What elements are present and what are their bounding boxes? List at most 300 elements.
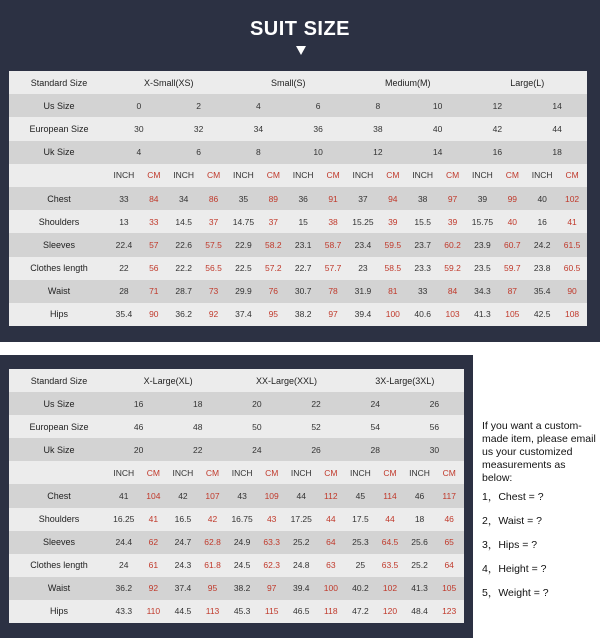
unit-label-cell: CM xyxy=(497,164,527,187)
size-column-header: Small(S) xyxy=(229,71,349,94)
unit-header-row xyxy=(9,461,464,484)
custom-note-item: 5，Weight = ? xyxy=(482,587,549,599)
measurement-row xyxy=(9,600,464,623)
size-value-cell: 16 xyxy=(468,141,528,164)
custom-note-item: 4，Height = ? xyxy=(482,563,547,575)
inch-value-cell: 13 xyxy=(109,210,139,233)
size-value-cell: 30 xyxy=(109,117,169,140)
inch-value-cell: 24.7 xyxy=(168,531,198,554)
cm-value-cell: 40 xyxy=(497,210,527,233)
cm-value-cell: 97 xyxy=(318,303,348,326)
size-value-cell: 6 xyxy=(288,94,348,117)
inch-value-cell: 22.9 xyxy=(229,233,259,256)
row-label: Uk Size xyxy=(9,438,109,461)
cm-value-cell: 117 xyxy=(434,484,464,507)
row-label: Sleeves xyxy=(9,531,109,554)
cm-value-cell: 100 xyxy=(316,577,346,600)
unit-label-cell: INCH xyxy=(468,164,498,187)
unit-label-cell: CM xyxy=(198,461,228,484)
row-label: Chest xyxy=(9,484,109,507)
cm-value-cell: 59.5 xyxy=(378,233,408,256)
unit-label-cell: CM xyxy=(199,164,229,187)
unit-label-cell: INCH xyxy=(286,461,316,484)
cm-value-cell: 59.7 xyxy=(497,257,527,280)
inch-value-cell: 40.6 xyxy=(408,303,438,326)
cm-value-cell: 95 xyxy=(198,577,228,600)
inch-value-cell: 18 xyxy=(405,508,435,531)
row-label: Shoulders xyxy=(9,508,109,531)
cm-value-cell: 41 xyxy=(557,210,587,233)
row-label: Hips xyxy=(9,303,109,326)
cm-value-cell: 56 xyxy=(139,257,169,280)
row-label: Us Size xyxy=(9,392,109,415)
inch-value-cell: 22 xyxy=(109,257,139,280)
measurement-row xyxy=(9,257,587,280)
unit-label-cell: INCH xyxy=(229,164,259,187)
size-conversion-row xyxy=(9,415,464,438)
standard-size-label: Standard Size xyxy=(9,369,109,392)
size-header-row xyxy=(9,71,587,94)
inch-value-cell: 23.4 xyxy=(348,233,378,256)
inch-value-cell: 47.2 xyxy=(346,600,376,623)
unit-label-cell: CM xyxy=(438,164,468,187)
unit-label-cell: CM xyxy=(318,164,348,187)
cm-value-cell: 99 xyxy=(497,187,527,210)
cm-value-cell: 33 xyxy=(139,210,169,233)
row-label: European Size xyxy=(9,117,109,140)
cm-value-cell: 58.5 xyxy=(378,257,408,280)
cm-value-cell: 64 xyxy=(316,531,346,554)
size-value-cell: 52 xyxy=(286,415,345,438)
size-value-cell: 18 xyxy=(527,141,587,164)
cm-value-cell: 62 xyxy=(139,531,169,554)
inch-value-cell: 37 xyxy=(348,187,378,210)
cm-value-cell: 100 xyxy=(378,303,408,326)
inch-value-cell: 45 xyxy=(346,484,376,507)
cm-value-cell: 86 xyxy=(199,187,229,210)
cm-value-cell: 91 xyxy=(318,187,348,210)
inch-value-cell: 38.2 xyxy=(288,303,318,326)
inch-value-cell: 41 xyxy=(109,484,139,507)
row-label: Us Size xyxy=(9,94,109,117)
row-label: Uk Size xyxy=(9,141,109,164)
cm-value-cell: 90 xyxy=(557,280,587,303)
inch-value-cell: 23.1 xyxy=(288,233,318,256)
size-conversion-row xyxy=(9,392,464,415)
inch-value-cell: 29.9 xyxy=(229,280,259,303)
measurement-row xyxy=(9,531,464,554)
inch-value-cell: 22.2 xyxy=(169,257,199,280)
inch-value-cell: 23.3 xyxy=(408,257,438,280)
measurement-row xyxy=(9,210,587,233)
cm-value-cell: 58.2 xyxy=(258,233,288,256)
size-table-large xyxy=(9,369,464,623)
unit-label-cell: INCH xyxy=(348,164,378,187)
size-value-cell: 6 xyxy=(169,141,229,164)
inch-value-cell: 42 xyxy=(168,484,198,507)
size-conversion-row xyxy=(9,141,587,164)
inch-value-cell: 22.5 xyxy=(229,257,259,280)
row-label: European Size xyxy=(9,415,109,438)
size-column-header: X-Small(XS) xyxy=(109,71,229,94)
page-title: SUIT SIZE xyxy=(249,18,351,40)
cm-value-cell: 118 xyxy=(316,600,346,623)
size-value-cell: 10 xyxy=(288,141,348,164)
size-value-cell: 46 xyxy=(109,415,168,438)
inch-value-cell: 43 xyxy=(227,484,257,507)
cm-value-cell: 58.7 xyxy=(318,233,348,256)
unit-label-cell: INCH xyxy=(109,461,139,484)
cm-value-cell: 64.5 xyxy=(375,531,405,554)
inch-value-cell: 31.9 xyxy=(348,280,378,303)
inch-value-cell: 17.25 xyxy=(286,508,316,531)
inch-value-cell: 15.25 xyxy=(348,210,378,233)
cm-value-cell: 60.7 xyxy=(497,233,527,256)
cm-value-cell: 123 xyxy=(434,600,464,623)
cm-value-cell: 43 xyxy=(257,508,287,531)
inch-value-cell: 37.4 xyxy=(168,577,198,600)
inch-value-cell: 46.5 xyxy=(286,600,316,623)
cm-value-cell: 104 xyxy=(139,484,169,507)
size-value-cell: 26 xyxy=(286,438,345,461)
inch-value-cell: 25 xyxy=(346,554,376,577)
cm-value-cell: 63.5 xyxy=(375,554,405,577)
unit-label-cell: INCH xyxy=(288,164,318,187)
measurement-row xyxy=(9,303,587,326)
measurement-row xyxy=(9,233,587,256)
inch-value-cell: 34.3 xyxy=(468,280,498,303)
unit-label-cell: INCH xyxy=(168,461,198,484)
unit-label-cell: INCH xyxy=(227,461,257,484)
cm-value-cell: 64 xyxy=(434,554,464,577)
size-value-cell: 56 xyxy=(405,415,464,438)
size-value-cell: 50 xyxy=(227,415,286,438)
inch-value-cell: 38.2 xyxy=(227,577,257,600)
inch-value-cell: 39.4 xyxy=(286,577,316,600)
inch-value-cell: 40.2 xyxy=(346,577,376,600)
row-label: Shoulders xyxy=(9,210,109,233)
measurement-row xyxy=(9,577,464,600)
inch-value-cell: 40 xyxy=(527,187,557,210)
size-value-cell: 20 xyxy=(109,438,168,461)
inch-value-cell: 48.4 xyxy=(405,600,435,623)
size-value-cell: 12 xyxy=(348,141,408,164)
unit-label-cell: INCH xyxy=(346,461,376,484)
inch-value-cell: 42.5 xyxy=(527,303,557,326)
cm-value-cell: 105 xyxy=(434,577,464,600)
cm-value-cell: 115 xyxy=(257,600,287,623)
inch-value-cell: 35 xyxy=(229,187,259,210)
cm-value-cell: 63 xyxy=(316,554,346,577)
unit-label-cell: INCH xyxy=(408,164,438,187)
inch-value-cell: 23.9 xyxy=(468,233,498,256)
inch-value-cell: 15.5 xyxy=(408,210,438,233)
cm-value-cell: 112 xyxy=(316,484,346,507)
cm-value-cell: 92 xyxy=(199,303,229,326)
row-label: Waist xyxy=(9,577,109,600)
size-value-cell: 38 xyxy=(348,117,408,140)
cm-value-cell: 102 xyxy=(375,577,405,600)
cm-value-cell: 62.3 xyxy=(257,554,287,577)
cm-value-cell: 108 xyxy=(557,303,587,326)
inch-value-cell: 43.3 xyxy=(109,600,139,623)
cm-value-cell: 76 xyxy=(258,280,288,303)
cm-value-cell: 37 xyxy=(258,210,288,233)
row-label: Waist xyxy=(9,280,109,303)
size-value-cell: 0 xyxy=(109,94,169,117)
cm-value-cell: 71 xyxy=(139,280,169,303)
cm-value-cell: 120 xyxy=(375,600,405,623)
inch-value-cell: 39.4 xyxy=(348,303,378,326)
cm-value-cell: 81 xyxy=(378,280,408,303)
inch-value-cell: 15.75 xyxy=(468,210,498,233)
cm-value-cell: 44 xyxy=(316,508,346,531)
unit-label-cell: CM xyxy=(378,164,408,187)
cm-value-cell: 39 xyxy=(438,210,468,233)
inch-value-cell: 16.25 xyxy=(109,508,139,531)
inch-value-cell: 36.2 xyxy=(169,303,199,326)
cm-value-cell: 57.5 xyxy=(199,233,229,256)
cm-value-cell: 57.2 xyxy=(258,257,288,280)
inch-value-cell: 16 xyxy=(527,210,557,233)
size-value-cell: 22 xyxy=(168,438,227,461)
size-value-cell: 32 xyxy=(169,117,229,140)
cm-value-cell: 37 xyxy=(199,210,229,233)
inch-value-cell: 16.75 xyxy=(227,508,257,531)
size-value-cell: 18 xyxy=(168,392,227,415)
unit-label-cell: INCH xyxy=(405,461,435,484)
cm-value-cell: 59.2 xyxy=(438,257,468,280)
inch-value-cell: 33 xyxy=(109,187,139,210)
size-value-cell: 24 xyxy=(346,392,405,415)
unit-label-cell: CM xyxy=(434,461,464,484)
size-column-header: 3X-Large(3XL) xyxy=(346,369,464,392)
inch-value-cell: 22.4 xyxy=(109,233,139,256)
size-value-cell: 10 xyxy=(408,94,468,117)
cm-value-cell: 94 xyxy=(378,187,408,210)
unit-label-cell: CM xyxy=(375,461,405,484)
size-value-cell: 30 xyxy=(405,438,464,461)
inch-value-cell: 24.9 xyxy=(227,531,257,554)
inch-value-cell: 16.5 xyxy=(168,508,198,531)
cm-value-cell: 84 xyxy=(139,187,169,210)
row-label: Sleeves xyxy=(9,233,109,256)
inch-value-cell: 36 xyxy=(288,187,318,210)
measurement-row xyxy=(9,508,464,531)
size-value-cell: 20 xyxy=(227,392,286,415)
custom-note-intro: If you want a custom-made item, please email us your customized measurements as below: xyxy=(482,420,596,484)
size-conversion-row xyxy=(9,117,587,140)
size-value-cell: 34 xyxy=(229,117,289,140)
size-column-header: Medium(M) xyxy=(348,71,468,94)
inch-value-cell: 39 xyxy=(468,187,498,210)
inch-value-cell: 22.7 xyxy=(288,257,318,280)
unit-label-cell: INCH xyxy=(527,164,557,187)
size-conversion-row xyxy=(9,438,464,461)
cm-value-cell: 60.5 xyxy=(557,257,587,280)
cm-value-cell: 65 xyxy=(434,531,464,554)
unit-label-cell: CM xyxy=(257,461,287,484)
inch-value-cell: 44 xyxy=(286,484,316,507)
cm-value-cell: 110 xyxy=(139,600,169,623)
inch-value-cell: 30.7 xyxy=(288,280,318,303)
custom-note-item: 2，Waist = ? xyxy=(482,515,543,527)
size-column-header: Large(L) xyxy=(468,71,588,94)
size-value-cell: 40 xyxy=(408,117,468,140)
measurement-row xyxy=(9,280,587,303)
size-value-cell: 14 xyxy=(408,141,468,164)
row-label: Chest xyxy=(9,187,109,210)
custom-measurements-note xyxy=(482,420,598,611)
unit-label-cell: CM xyxy=(139,164,169,187)
row-label: Hips xyxy=(9,600,109,623)
inch-value-cell: 28 xyxy=(109,280,139,303)
row-label: Clothes length xyxy=(9,257,109,280)
unit-label-cell: CM xyxy=(139,461,169,484)
unit-row-label xyxy=(9,164,109,187)
inch-value-cell: 25.3 xyxy=(346,531,376,554)
size-value-cell: 36 xyxy=(288,117,348,140)
inch-value-cell: 45.3 xyxy=(227,600,257,623)
inch-value-cell: 24.2 xyxy=(527,233,557,256)
size-value-cell: 42 xyxy=(468,117,528,140)
standard-size-label: Standard Size xyxy=(9,71,109,94)
inch-value-cell: 25.6 xyxy=(405,531,435,554)
cm-value-cell: 92 xyxy=(139,577,169,600)
row-label: Clothes length xyxy=(9,554,109,577)
cm-value-cell: 57 xyxy=(139,233,169,256)
inch-value-cell: 41.3 xyxy=(405,577,435,600)
inch-value-cell: 24.8 xyxy=(286,554,316,577)
cm-value-cell: 89 xyxy=(258,187,288,210)
inch-value-cell: 28.7 xyxy=(169,280,199,303)
size-value-cell: 14 xyxy=(527,94,587,117)
inch-value-cell: 24.5 xyxy=(227,554,257,577)
measurement-row xyxy=(9,554,464,577)
cm-value-cell: 39 xyxy=(378,210,408,233)
cm-value-cell: 61.5 xyxy=(557,233,587,256)
inch-value-cell: 23.7 xyxy=(408,233,438,256)
inch-value-cell: 24.4 xyxy=(109,531,139,554)
size-value-cell: 48 xyxy=(168,415,227,438)
cm-value-cell: 78 xyxy=(318,280,348,303)
cm-value-cell: 107 xyxy=(198,484,228,507)
cm-value-cell: 61.8 xyxy=(198,554,228,577)
inch-value-cell: 35.4 xyxy=(109,303,139,326)
size-value-cell: 4 xyxy=(109,141,169,164)
inch-value-cell: 37.4 xyxy=(229,303,259,326)
custom-note-item: 3，Hips = ? xyxy=(482,539,538,551)
cm-value-cell: 87 xyxy=(497,280,527,303)
down-arrow-icon xyxy=(296,46,306,55)
inch-value-cell: 24 xyxy=(109,554,139,577)
size-header-row xyxy=(9,369,464,392)
inch-value-cell: 46 xyxy=(405,484,435,507)
size-value-cell: 44 xyxy=(527,117,587,140)
cm-value-cell: 62.8 xyxy=(198,531,228,554)
cm-value-cell: 41 xyxy=(139,508,169,531)
inch-value-cell: 44.5 xyxy=(168,600,198,623)
cm-value-cell: 113 xyxy=(198,600,228,623)
unit-row-label xyxy=(9,461,109,484)
inch-value-cell: 14.5 xyxy=(169,210,199,233)
unit-header-row xyxy=(9,164,587,187)
size-table-small xyxy=(9,71,587,326)
cm-value-cell: 61 xyxy=(139,554,169,577)
cm-value-cell: 38 xyxy=(318,210,348,233)
inch-value-cell: 14.75 xyxy=(229,210,259,233)
size-column-header: XX-Large(XXL) xyxy=(227,369,345,392)
cm-value-cell: 63.3 xyxy=(257,531,287,554)
unit-label-cell: CM xyxy=(316,461,346,484)
size-value-cell: 16 xyxy=(109,392,168,415)
inch-value-cell: 36.2 xyxy=(109,577,139,600)
cm-value-cell: 95 xyxy=(258,303,288,326)
size-value-cell: 28 xyxy=(346,438,405,461)
size-conversion-row xyxy=(9,94,587,117)
cm-value-cell: 103 xyxy=(438,303,468,326)
cm-value-cell: 73 xyxy=(199,280,229,303)
size-value-cell: 8 xyxy=(348,94,408,117)
inch-value-cell: 25.2 xyxy=(405,554,435,577)
cm-value-cell: 109 xyxy=(257,484,287,507)
cm-value-cell: 44 xyxy=(375,508,405,531)
inch-value-cell: 23.8 xyxy=(527,257,557,280)
inch-value-cell: 34 xyxy=(169,187,199,210)
inch-value-cell: 25.2 xyxy=(286,531,316,554)
size-value-cell: 4 xyxy=(229,94,289,117)
inch-value-cell: 23 xyxy=(348,257,378,280)
measurement-row xyxy=(9,187,587,210)
cm-value-cell: 60.2 xyxy=(438,233,468,256)
inch-value-cell: 33 xyxy=(408,280,438,303)
inch-value-cell: 17.5 xyxy=(346,508,376,531)
inch-value-cell: 38 xyxy=(408,187,438,210)
size-value-cell: 8 xyxy=(229,141,289,164)
cm-value-cell: 105 xyxy=(497,303,527,326)
unit-label-cell: INCH xyxy=(169,164,199,187)
unit-label-cell: CM xyxy=(557,164,587,187)
inch-value-cell: 22.6 xyxy=(169,233,199,256)
inch-value-cell: 24.3 xyxy=(168,554,198,577)
size-value-cell: 12 xyxy=(468,94,528,117)
cm-value-cell: 114 xyxy=(375,484,405,507)
unit-label-cell: CM xyxy=(258,164,288,187)
inch-value-cell: 23.5 xyxy=(468,257,498,280)
cm-value-cell: 97 xyxy=(438,187,468,210)
custom-note-item: 1，Chest = ? xyxy=(482,491,544,503)
cm-value-cell: 56.5 xyxy=(199,257,229,280)
unit-label-cell: INCH xyxy=(109,164,139,187)
inch-value-cell: 15 xyxy=(288,210,318,233)
cm-value-cell: 57.7 xyxy=(318,257,348,280)
cm-value-cell: 102 xyxy=(557,187,587,210)
cm-value-cell: 84 xyxy=(438,280,468,303)
inch-value-cell: 41.3 xyxy=(468,303,498,326)
cm-value-cell: 90 xyxy=(139,303,169,326)
cm-value-cell: 42 xyxy=(198,508,228,531)
size-value-cell: 54 xyxy=(346,415,405,438)
size-value-cell: 2 xyxy=(169,94,229,117)
size-column-header: X-Large(XL) xyxy=(109,369,227,392)
cm-value-cell: 46 xyxy=(434,508,464,531)
size-value-cell: 26 xyxy=(405,392,464,415)
cm-value-cell: 97 xyxy=(257,577,287,600)
measurement-row xyxy=(9,484,464,507)
inch-value-cell: 35.4 xyxy=(527,280,557,303)
size-value-cell: 24 xyxy=(227,438,286,461)
size-value-cell: 22 xyxy=(286,392,345,415)
